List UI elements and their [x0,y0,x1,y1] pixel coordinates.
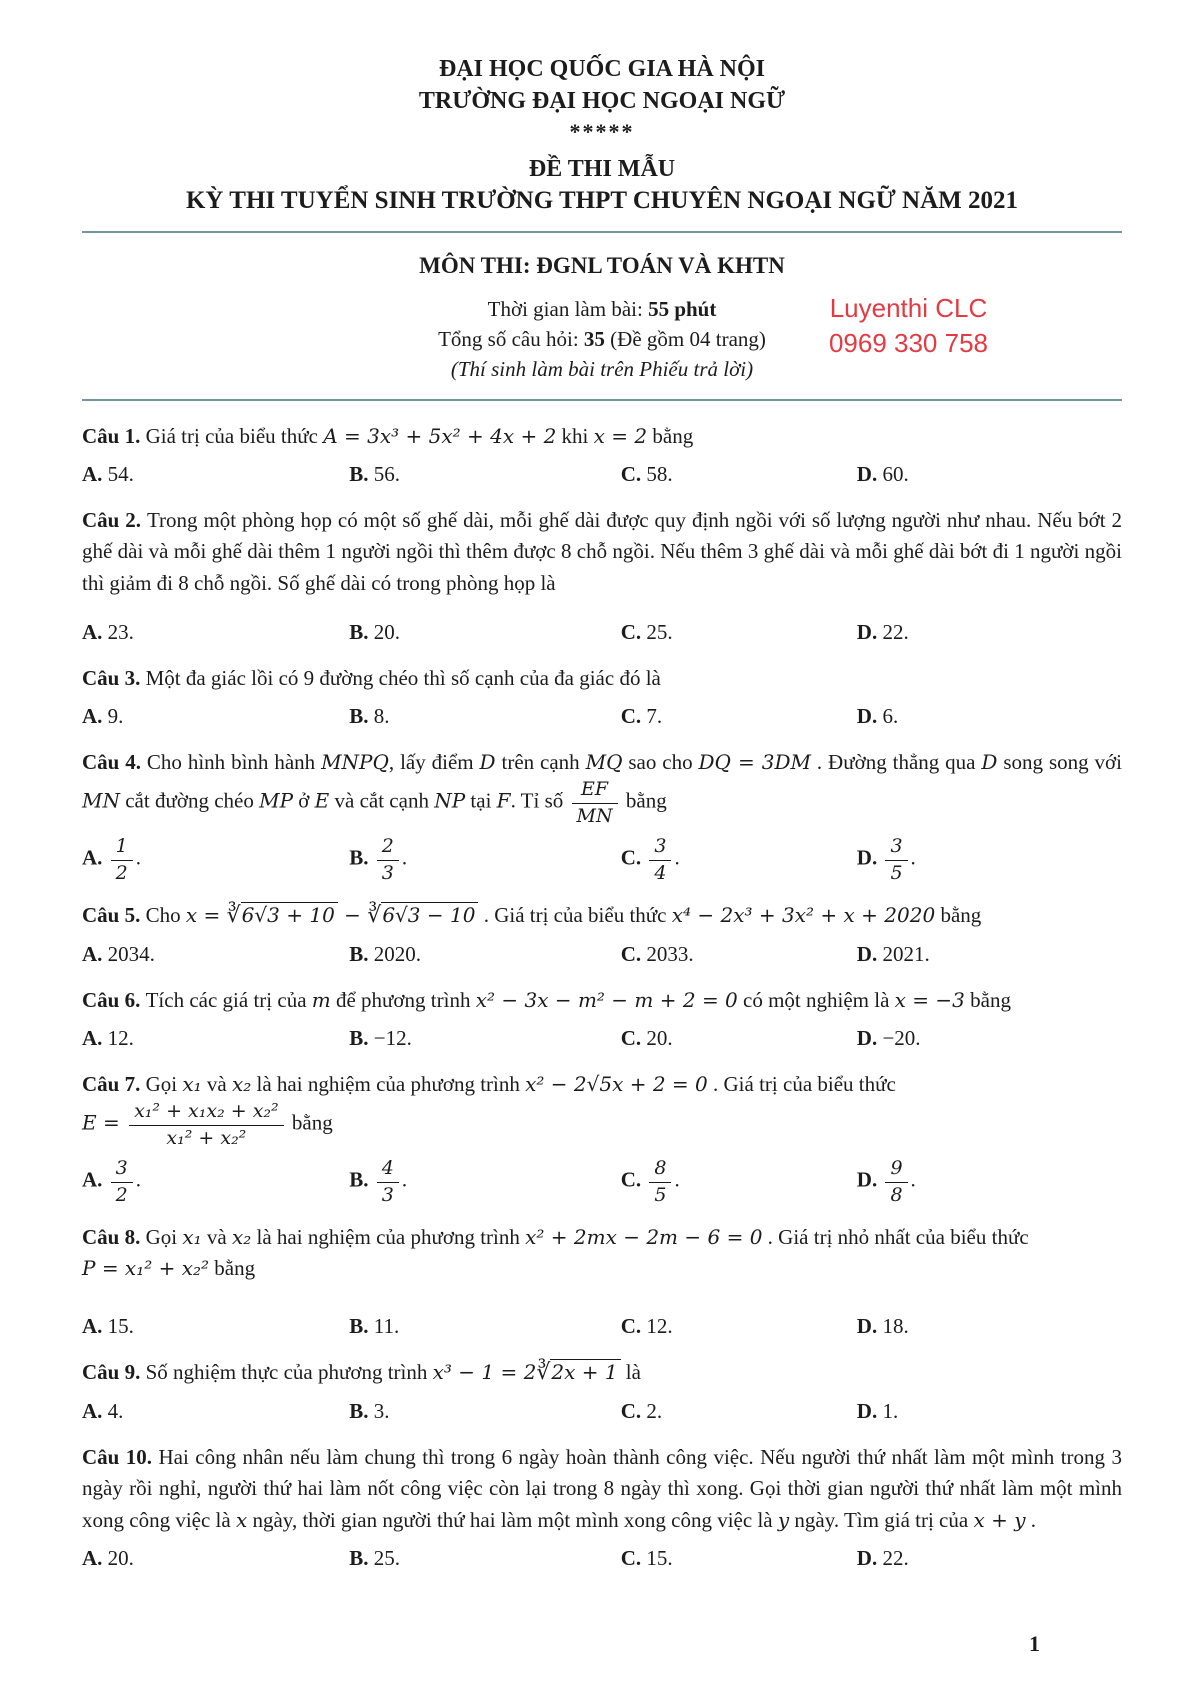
fraction [111,835,133,885]
math-segment: MQ [585,749,623,774]
question-text [82,1069,1122,1150]
answer-option [621,459,857,489]
answer-option [349,701,620,731]
text-segment: có một nghiệm là [737,987,895,1012]
math-segment: x₂ [231,1071,252,1096]
option-letter: B. [349,1546,374,1571]
fraction-denominator: 2 [115,1183,128,1206]
text-segment: 25. [373,1546,401,1571]
option-letter: B. [349,1167,374,1192]
text-segment: 12. [107,1026,134,1051]
text-segment: 56. [373,462,401,487]
organization-line-2: TRƯỜNG ĐẠI HỌC NGOẠI NGỮ [418,87,786,114]
watermark-brand: Luyenthi CLC [829,293,988,324]
question [82,1222,1122,1341]
option-letter: A. [82,462,108,487]
question [82,899,1122,969]
option-letter: C. [620,845,647,870]
radical-sign-icon: ∛ [226,903,241,929]
option-letter: D. [856,1167,883,1192]
text-segment: là [620,1360,641,1385]
text-segment: Cho [145,903,186,928]
option-letter: A. [82,620,108,645]
math-segment: x₁ [182,1224,202,1249]
question [82,985,1122,1054]
answer-options [82,1311,1122,1341]
question-number: Câu 7. [82,1071,146,1096]
duration-label: Thời gian làm bài: [487,297,649,322]
answer-option [621,1396,857,1426]
text-segment: 6. [882,704,899,729]
text-segment: bằng [209,1256,256,1281]
math-segment: P = x₁² + x₂² [82,1256,210,1281]
text-segment: 22. [882,620,909,645]
text-segment: bằng [935,903,982,928]
radical-expression [536,1360,620,1384]
answer-options [82,835,1122,885]
answer-option [857,459,1122,489]
math-segment: x = [185,903,227,928]
fraction [377,835,399,885]
question-number: Câu 9. [82,1360,146,1385]
math-segment: x² + 2mx − 2m − 6 = 0 [525,1224,763,1249]
text-segment: 11. [373,1313,400,1338]
option-letter: D. [856,704,883,729]
radicand: 2x + 1 [550,1359,620,1384]
fraction-denominator: 8 [890,1183,903,1206]
text-segment: và [201,1224,232,1249]
text-segment: 22. [882,1546,909,1571]
text-segment: . Đường thẳng qua [810,749,982,774]
document-header [82,54,1122,217]
option-letter: A. [82,1167,108,1192]
option-letter: A. [82,1399,108,1424]
question-number: Câu 8. [82,1224,146,1249]
questions [82,421,1122,1574]
question-text [82,899,1122,932]
question-number: Câu 6. [82,987,146,1012]
radical-sign-icon: ∛ [536,1360,551,1386]
text-segment: 20. [107,1546,134,1571]
math-segment: NP [434,788,466,813]
text-segment: . [910,1167,916,1192]
fraction-denominator: MN [576,804,613,827]
count-value: 35 [583,327,605,352]
answer-options [82,939,1122,969]
radical-expression [227,903,338,927]
text-segment: . [1025,1507,1037,1532]
text-segment: . [910,845,916,870]
fraction [572,778,618,828]
answer-options [82,1543,1122,1573]
math-segment: MP [259,788,294,813]
answer-option [82,701,349,731]
text-segment: 2033. [646,942,694,967]
answer-option [82,939,349,969]
option-letter: C. [620,620,647,645]
question-text [82,1442,1122,1537]
question-number: Câu 2. [82,507,147,532]
text-segment: 2020. [373,942,422,967]
text-segment: 3. [373,1399,390,1424]
count-suffix: (Đề gồm 04 trang) [604,327,766,352]
question-text [82,505,1122,600]
text-segment: Trong một phòng họp có một số ghế dài, mỗi ghế dài được quy định ngồi với số lượng người như nhau. Nếu bớt 2 ghế dài và mỗi ghế dài thêm 1 người ngồi thì thêm được 8 chỗ ngồi. Nếu thêm 3 ghế dài và mỗi ghế dài bớt đi 1 người ngồi thì giảm đi 8 chỗ ngồi. Số ghế dài có trong phòng họp là [82,507,1122,595]
text-segment: 25. [646,620,673,645]
math-segment: x² − 2√5x + 2 = 0 [525,1071,708,1096]
option-letter: A. [82,942,108,967]
option-letter: D. [856,942,883,967]
option-letter: C. [620,1026,647,1051]
fraction [129,1100,284,1150]
option-letter: A. [82,1026,108,1051]
math-segment: F [496,788,511,813]
option-letter: A. [82,704,108,729]
radical-sign-icon: ∛ [367,903,382,929]
answer-options [82,459,1122,489]
fraction-numerator: EF [572,778,618,804]
text-segment: Gọi [145,1224,183,1249]
text-segment: song song với [997,749,1122,774]
text-segment: 15. [646,1546,673,1571]
question-number: Câu 1. [82,423,146,448]
option-letter: D. [856,845,883,870]
question [82,421,1122,490]
text-segment: . Tỉ số [510,788,569,813]
fraction-denominator: 3 [381,861,394,884]
text-segment: Hai công nhân nếu làm chung thì trong 6 ngày hoàn thành công việc. Nếu người thứ nhất làm một mình trong 3 ngày rồi nghỉ, người thứ hai làm nốt công việc còn lại trong 8 ngày thì xong. Gọi thời gian người thứ nhất làm một mình xong công việc là [82,1444,1122,1532]
option-letter: C. [620,1167,647,1192]
text-segment: 8. [373,704,390,729]
fraction-denominator: 5 [654,1183,667,1206]
answer-option [82,1396,349,1426]
option-letter: A. [82,1313,108,1338]
fraction [377,1157,399,1207]
text-segment: sao cho [622,749,699,774]
answer-option [857,1311,1122,1341]
answer-option [857,835,1122,885]
text-segment: 7. [646,704,663,729]
text-segment: Cho hình bình hành [146,749,322,774]
question [82,663,1122,732]
text-segment: . Giá trị của biểu thức [478,903,672,928]
answer-option [857,1157,1122,1207]
option-letter: B. [349,704,374,729]
answer-option [82,835,349,885]
option-letter: C. [620,704,647,729]
math-segment: x² − 3x − m² − m + 2 = 0 [475,987,738,1012]
text-segment: trên cạnh [495,749,586,774]
math-segment: x₂ [231,1224,252,1249]
answer-option [621,1543,857,1573]
text-segment: 20. [646,1026,673,1051]
text-segment: 15. [107,1313,134,1338]
question-number: Câu 5. [82,903,146,928]
answer-option [82,459,349,489]
text-segment: 58. [646,462,673,487]
text-segment: là hai nghiệm của phương trình [251,1224,526,1249]
section-divider [82,399,1122,401]
answer-option [621,835,857,885]
answer-option [621,617,857,647]
text-segment: 2034. [107,942,155,967]
answer-option [857,701,1122,731]
text-segment: bằng [620,788,667,813]
math-segment: x [235,1507,248,1532]
answer-option [349,835,620,885]
text-segment: bằng [647,423,694,448]
question-text [82,663,1122,695]
text-segment: 2. [646,1399,663,1424]
option-letter: B. [349,620,374,645]
option-letter: C. [620,462,647,487]
exam-title: ĐỀ THI MẪU [528,155,676,182]
math-segment: MNPQ [321,749,389,774]
text-segment: là hai nghiệm của phương trình [251,1071,526,1096]
fraction [649,835,671,885]
radicand: 6√3 − 10 [381,902,478,927]
answer-options [82,1023,1122,1053]
fraction-numerator: 8 [649,1157,671,1183]
text-segment: −20. [882,1026,921,1051]
option-letter: C. [620,1399,647,1424]
answer-options [82,701,1122,731]
fraction-numerator: 3 [649,835,671,861]
text-segment: tại [465,788,497,813]
math-segment: D [981,749,998,774]
text-segment: 4. [107,1399,124,1424]
option-letter: C. [620,1313,647,1338]
fraction [885,1157,907,1207]
stars-separator: ***** [569,119,635,145]
math-segment: E = [82,1110,127,1135]
text-segment: 2021. [882,942,930,967]
math-segment: E [314,788,330,813]
fraction-denominator: 5 [890,861,903,884]
answer-option [349,617,620,647]
fraction-denominator: 2 [115,861,128,884]
answer-option [82,1543,349,1573]
question-text [82,421,1122,453]
text-segment: 18. [882,1313,909,1338]
text-segment: . [674,1167,680,1192]
answer-option [349,939,620,969]
question [82,747,1122,885]
answer-option [621,1311,857,1341]
math-segment: x⁴ − 2x³ + 3x² + x + 2020 [671,903,936,928]
watermark [829,291,988,361]
text-segment: ngày. Tìm giá trị của [789,1507,974,1532]
option-letter: B. [349,1313,374,1338]
text-segment: . [401,1167,408,1192]
fraction-numerator: 3 [885,835,907,861]
fraction-numerator: 9 [885,1157,907,1183]
text-segment: 20. [373,620,401,645]
text-segment: . Giá trị nhỏ nhất của biểu thức [762,1224,1029,1249]
question-number: Câu 10. [82,1444,159,1469]
fraction [885,835,907,885]
fraction-denominator: 3 [381,1183,394,1206]
text-segment: Một đa giác lồi có 9 đường chéo thì số cạnh của đa giác đó là [145,665,661,690]
text-segment: và [201,1071,232,1096]
text-segment: ngày, thời gian người thứ hai làm một mình xong công việc là [247,1507,778,1532]
text-segment: khi [556,423,594,448]
option-letter: D. [856,1026,883,1051]
watermark-phone: 0969 330 758 [828,328,988,359]
answer-option [349,1157,620,1207]
question [82,1442,1122,1574]
option-letter: B. [349,845,374,870]
math-segment: A = 3x³ + 5x² + 4x + 2 [323,423,557,448]
text-segment: Số nghiệm thực của phương trình [145,1360,433,1385]
math-segment: m [311,987,331,1012]
count-label: Tổng số câu hỏi: [438,327,584,352]
text-segment: Gọi [145,1071,183,1096]
text-segment: để phương trình [330,987,476,1012]
option-letter: D. [856,1546,883,1571]
header-divider [82,231,1122,233]
text-segment: ở [293,788,315,813]
fraction-numerator: 4 [377,1157,399,1183]
option-letter: B. [349,1026,374,1051]
math-segment: x + y [973,1507,1026,1532]
subject-line: MÔN THI: ĐGNL TOÁN VÀ KHTN [419,253,785,279]
math-segment: x = 2 [593,423,648,448]
answer-option [82,1023,349,1053]
page-number: 1 [1029,1631,1040,1656]
option-letter: D. [856,1399,883,1424]
option-letter: C. [620,1546,647,1571]
fraction [649,1157,671,1207]
question-text [82,985,1122,1017]
answer-option [857,939,1122,969]
text-segment: và cắt cạnh [329,788,435,813]
math-segment: x³ − 1 = 2 [432,1360,537,1385]
option-letter: A. [82,1546,108,1571]
answer-option [349,1543,620,1573]
fraction-denominator: 4 [654,861,667,884]
text-segment: Tích các giá trị của [145,987,312,1012]
answer-option [621,1157,857,1207]
question-number: Câu 4. [82,749,147,774]
text-segment: 60. [882,462,909,487]
answer-option [621,939,857,969]
option-letter: A. [82,845,108,870]
answer-option [349,1311,620,1341]
option-letter: D. [856,1313,883,1338]
text-segment: . Giá trị của biểu thức [707,1071,896,1096]
option-letter: B. [349,1399,374,1424]
math-segment: x = −3 [894,987,965,1012]
question-text [82,1222,1122,1285]
text-segment: 12. [646,1313,673,1338]
option-letter: D. [856,620,883,645]
text-segment: 1. [882,1399,899,1424]
answer-options [82,1396,1122,1426]
fraction-numerator: 1 [111,835,133,861]
text-segment: . [135,845,142,870]
math-segment: MN [82,788,120,813]
option-letter: C. [620,942,647,967]
question [82,1356,1122,1426]
text-segment: . [674,845,680,870]
text-segment: 23. [107,620,134,645]
question [82,505,1122,648]
text-segment: 9. [107,704,124,729]
math-segment: DQ = 3DM [698,749,811,774]
option-letter: B. [349,462,374,487]
fraction-numerator: 2 [377,835,399,861]
text-segment: , lấy điểm [388,749,480,774]
answer-option [857,1396,1122,1426]
text-segment: bằng [286,1110,333,1135]
answer-option [857,1023,1122,1053]
text-segment: bằng [964,987,1011,1012]
fraction-numerator: 3 [111,1157,133,1183]
answer-options [82,1157,1122,1207]
answer-option [857,617,1122,647]
answer-option [349,459,620,489]
answer-option [349,1396,620,1426]
answer-option [82,617,349,647]
text-segment: 54. [107,462,134,487]
fraction [111,1157,133,1207]
fraction-denominator: x₁² + x₂² [166,1127,247,1150]
exam-info [82,295,1122,384]
math-segment: − [337,903,368,928]
answer-option [857,1543,1122,1573]
text-segment: cắt đường chéo [119,788,260,813]
answer-options [82,617,1122,647]
question-text [82,747,1122,828]
radical-expression [367,903,478,927]
text-segment: Giá trị của biểu thức [145,423,324,448]
option-letter: B. [349,942,374,967]
question-number: Câu 3. [82,665,146,690]
organization-line-1: ĐẠI HỌC QUỐC GIA HÀ NỘI [438,56,766,82]
duration-value: 55 phút [648,297,717,322]
radicand: 6√3 + 10 [241,902,338,927]
math-segment: x₁ [182,1071,202,1096]
text-segment: −12. [373,1026,412,1051]
text-segment: . [135,1167,142,1192]
answer-option [82,1157,349,1207]
answer-option [349,1023,620,1053]
option-letter: D. [856,462,883,487]
fraction-numerator: x₁² + x₁x₂ + x₂² [129,1100,284,1126]
math-segment: y [777,1507,790,1532]
answer-option [82,1311,349,1341]
answer-option [621,1023,857,1053]
question [82,1069,1122,1207]
exam-subtitle: KỲ THI TUYỂN SINH TRƯỜNG THPT CHUYÊN NGOẠI NGỮ NĂM 2021 [185,186,1019,214]
text-segment: . [401,845,408,870]
answer-sheet-note: (Thí sinh làm bài trên Phiếu trả lời) [450,356,754,381]
answer-option [621,701,857,731]
math-segment: D [479,749,496,774]
question-text [82,1356,1122,1389]
